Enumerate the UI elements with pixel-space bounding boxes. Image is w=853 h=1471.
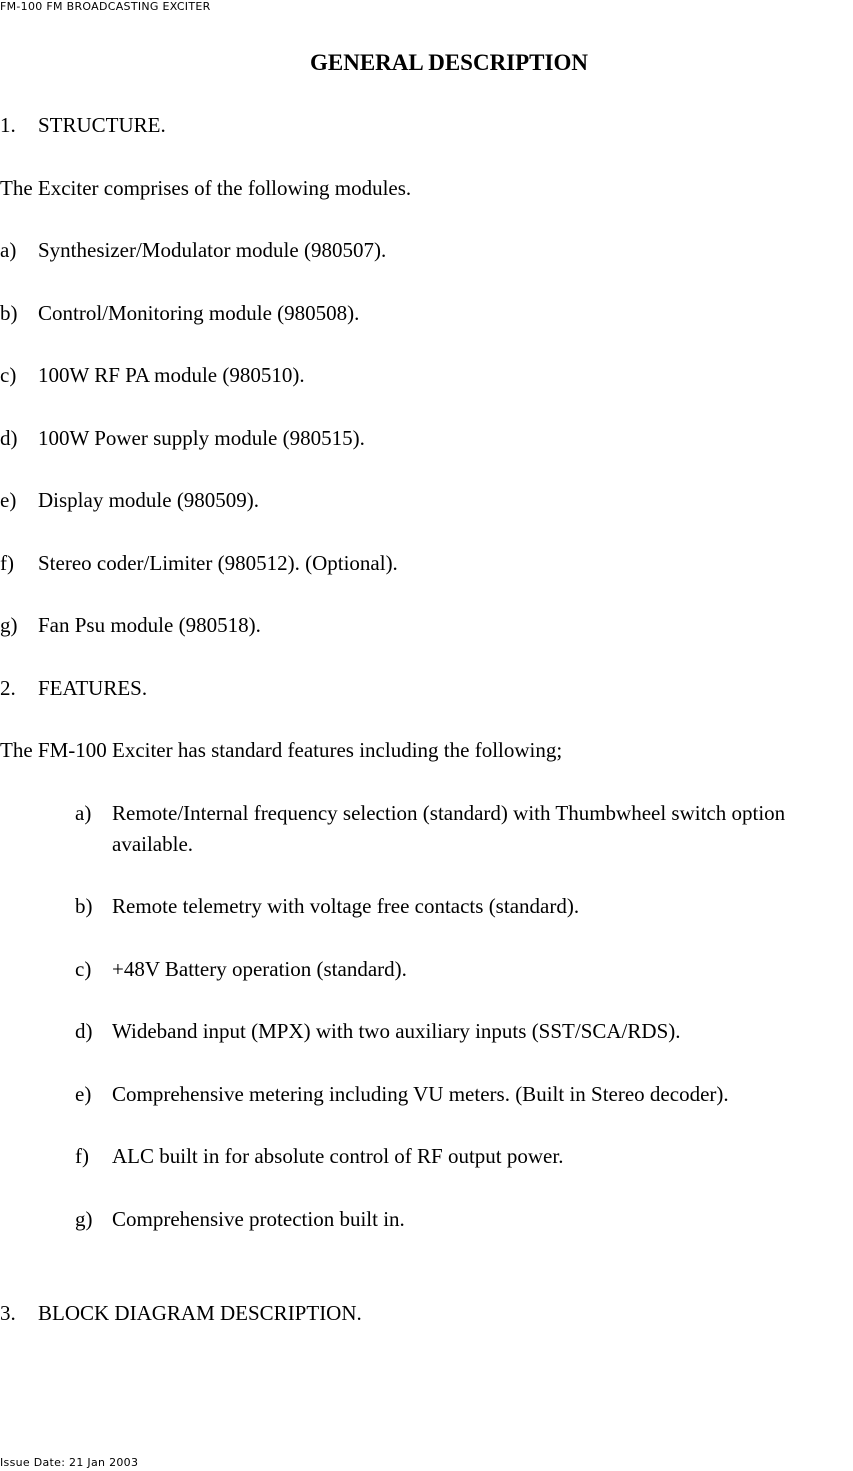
- list-text: Wideband input (MPX) with two auxiliary inputs (SST/SCA/RDS).: [112, 1019, 681, 1043]
- list-marker: g): [75, 1207, 93, 1231]
- list-marker: d): [75, 1019, 93, 1043]
- list-text: Display module (980509).: [38, 488, 260, 512]
- page-title: GENERAL DESCRIPTION: [310, 50, 588, 75]
- list-marker: e): [0, 488, 17, 512]
- list-text: 100W Power supply module (980515).: [38, 426, 365, 450]
- page-header: FM-100 FM BROADCASTING EXCITER: [0, 0, 211, 13]
- list-text: Synthesizer/Modulator module (980507).: [38, 238, 387, 262]
- list-marker: b): [75, 894, 93, 918]
- section-title: BLOCK DIAGRAM DESCRIPTION.: [38, 1301, 362, 1325]
- list-marker: e): [75, 1082, 92, 1106]
- list-text-continuation: available.: [112, 832, 194, 856]
- section-number: 1.: [0, 113, 16, 137]
- list-marker: a): [0, 238, 17, 262]
- list-text: Comprehensive protection built in.: [112, 1207, 405, 1231]
- list-marker: c): [0, 363, 17, 387]
- list-marker: d): [0, 426, 18, 450]
- list-text: Comprehensive metering including VU meters. (Built in Stereo decoder).: [112, 1082, 729, 1106]
- section-intro: The Exciter comprises of the following modules.: [0, 176, 412, 200]
- list-text: Control/Monitoring module (980508).: [38, 301, 360, 325]
- list-marker: c): [75, 957, 92, 981]
- list-marker: f): [0, 551, 14, 575]
- list-text: 100W RF PA module (980510).: [38, 363, 305, 387]
- section-title: STRUCTURE.: [38, 113, 166, 137]
- list-marker: b): [0, 301, 18, 325]
- list-marker: a): [75, 801, 92, 825]
- section-number: 2.: [0, 676, 16, 700]
- section-title: FEATURES.: [38, 676, 148, 700]
- list-text: +48V Battery operation (standard).: [112, 957, 407, 981]
- list-text: ALC built in for absolute control of RF output power.: [112, 1144, 564, 1168]
- list-text: Fan Psu module (980518).: [38, 613, 261, 637]
- list-text: Remote telemetry with voltage free contacts (standard).: [112, 894, 580, 918]
- list-marker: f): [75, 1144, 89, 1168]
- list-text: Remote/Internal frequency selection (standard) with Thumbwheel switch option: [112, 801, 786, 825]
- section-number: 3.: [0, 1301, 16, 1325]
- list-text: Stereo coder/Limiter (980512). (Optional).: [38, 551, 398, 575]
- page-footer: Issue Date: 21 Jan 2003: [0, 1456, 139, 1469]
- list-marker: g): [0, 613, 18, 637]
- section-intro: The FM-100 Exciter has standard features including the following;: [0, 738, 563, 762]
